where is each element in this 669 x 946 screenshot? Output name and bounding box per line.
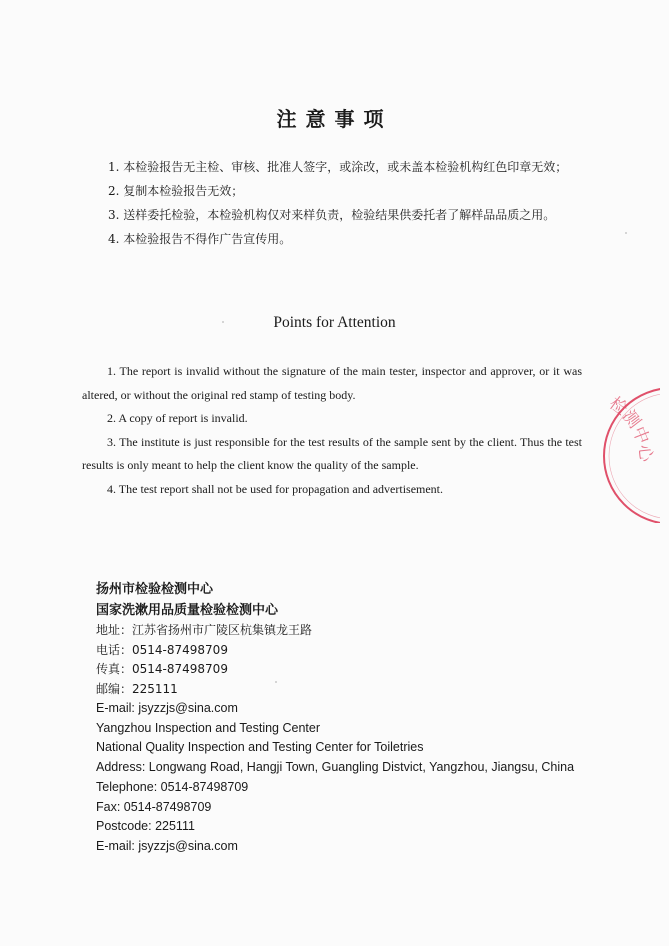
scan-speck	[625, 232, 627, 234]
english-item-3: 3. The institute is just responsible for the test results of the sample sent by the client. Thus the test results is only meant to help the client know the quality of the sample.	[82, 434, 582, 472]
chinese-item-1: 1. 本检验报告无主检、审核、批准人签字，或涂改，或未盖本检验机构红色印章无效；	[108, 160, 568, 174]
chinese-title: 注意事项	[276, 107, 393, 131]
contact-cn-postcode: 邮编：225111	[96, 681, 178, 696]
contact-en-address: Address: Longwang Road, Hangji Town, Guangling Distvict, Yangzhou, Jiangsu, China	[96, 760, 575, 775]
chinese-item-3: 3. 送样委托检验，本检验机构仅对来样负责，检验结果供委托者了解样品品质之用。	[108, 208, 556, 222]
contact-en-phone: Telephone: 0514-87498709	[96, 779, 249, 794]
contact-en-org2: National Quality Inspection and Testing Center for Toiletries	[96, 740, 424, 755]
contact-cn-fax: 传真：0514-87498709	[96, 662, 228, 676]
contact-cn-email: E-mail: jsyzzjs@sina.com	[96, 701, 238, 715]
contact-block	[96, 579, 574, 857]
scan-speck	[275, 681, 277, 683]
contact-en-fax: Fax: 0514-87498709	[96, 799, 212, 814]
contact-cn-phone: 电话：0514-87498709	[96, 642, 228, 657]
english-title: Points for Attention	[273, 314, 396, 331]
stamp-text-wrap	[605, 393, 655, 463]
chinese-item-2: 2. 复制本检验报告无效；	[108, 184, 244, 198]
contact-cn-address: 地址：江苏省扬州市广陵区杭集镇龙王路	[96, 623, 313, 637]
english-item-2: 2. A copy of report is invalid.	[107, 411, 248, 425]
stamp-text: 检测中心	[605, 393, 656, 463]
contact-en-org1: Yangzhou Inspection and Testing Center	[96, 720, 320, 735]
chinese-item-4: 4. 本检验报告不得作广告宣传用。	[108, 232, 292, 246]
english-items	[82, 360, 582, 501]
contact-en-postcode: Postcode: 225111	[96, 819, 195, 834]
english-item-1: 1. The report is invalid without the signature of the main tester, inspector and approver, or it was altered, or without the original red stamp of testing body.	[82, 364, 582, 402]
red-stamp	[580, 388, 660, 523]
contact-cn-org1: 扬州市检验检测中心	[96, 582, 214, 597]
contact-cn-org2: 国家洗漱用品质量检验检测中心	[96, 603, 279, 618]
contact-en-email: E-mail: jsyzzjs@sina.com	[96, 838, 238, 853]
scan-speck	[222, 321, 224, 323]
english-item-4: 4. The test report shall not be used for propagation and advertisement.	[107, 481, 444, 496]
